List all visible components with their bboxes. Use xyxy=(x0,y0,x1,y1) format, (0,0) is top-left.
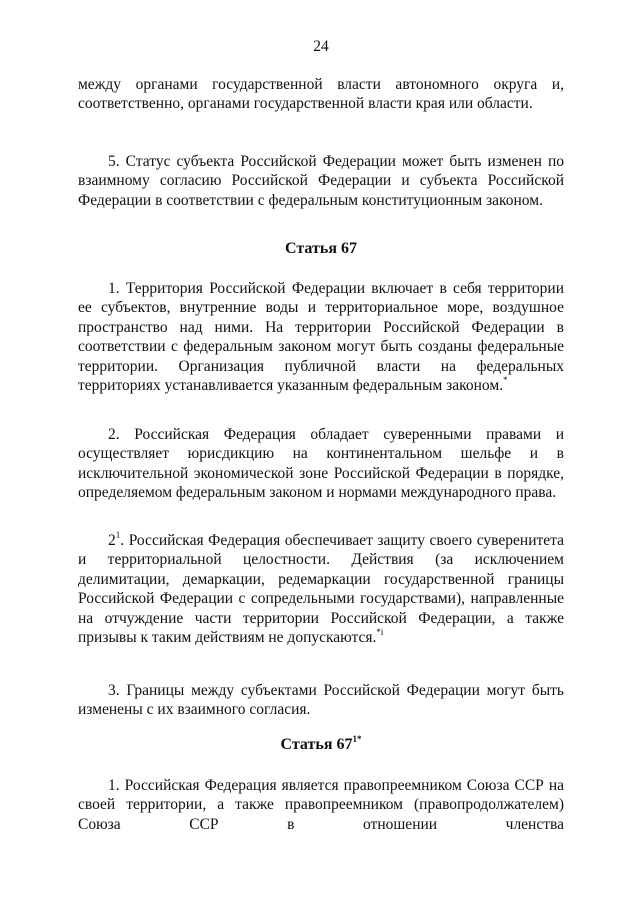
paragraph-article-67-part-1-text: 1. Территория Российской Федерации включает в себя территории ее субъектов, внутренние воды и территориальное море, воздушное пространство над ними. На территории Российской Федерации в соответствии с федеральным законом могут быть созданы федеральные территории. Организация публичной власти на федеральных территориях устанавливается указанным федеральным законом. xyxy=(78,280,564,395)
paragraph-article-67-part-2: 2. Российская Федерация обладает суверенными правами и осуществляет юрисдикцию на континентальном шельфе и в исключительной экономической зоне Российской Федерации в порядке, определяемом федеральным законом и нормами международного права. xyxy=(78,426,564,502)
article-number-superscript: 1* xyxy=(352,733,362,744)
paragraph-article-67-1-part-1: 1. Российская Федерация является правопреемником Союза ССР на своей территории, а также правопреемником (правопродолжателем) Союза ССР в отношении членства xyxy=(78,777,564,833)
paragraph-article-67-part-2-1-text: . Российская Федерация обеспечивает защиту своего суверенитета и территориальной целостности. Действия (за исключением делимитации, демаркации, редемаркации государственной границы Российской Федерации с сопредельными государствами), направленные на отчуждение части территории Российской Федерации, а также призывы к таким действиям не допускаются. xyxy=(78,532,564,647)
paragraph-article-67-part-2-1 xyxy=(78,531,564,647)
article-67-1-heading xyxy=(78,733,564,754)
paragraph-article-67-part-3: 3. Границы между субъектами Российской Федерации могут быть изменены с их взаимного согласия. xyxy=(78,682,564,719)
paragraph-article-66-part-5: 5. Статус субъекта Российской Федерации может быть изменен по взаимному согласию Российской Федерации и субъекта Российской Федерации в соответствии с федеральным конституционным законом. xyxy=(78,153,564,209)
article-67-heading: Статья 67 xyxy=(285,240,357,257)
paragraph-article-67-part-1 xyxy=(78,279,564,395)
footnote-marker: * xyxy=(503,374,508,385)
article-67-1-heading-text: Статья 67 xyxy=(280,736,353,753)
paragraph-continuation: между органами государственной власти автономного округа и, соответственно, органами государственной власти края или области. xyxy=(78,76,564,113)
page-number: 24 xyxy=(313,38,329,55)
part-number: 2 xyxy=(108,532,116,549)
part-number-superscript: 1 xyxy=(115,529,121,540)
footnote-marker: *i xyxy=(376,626,384,637)
